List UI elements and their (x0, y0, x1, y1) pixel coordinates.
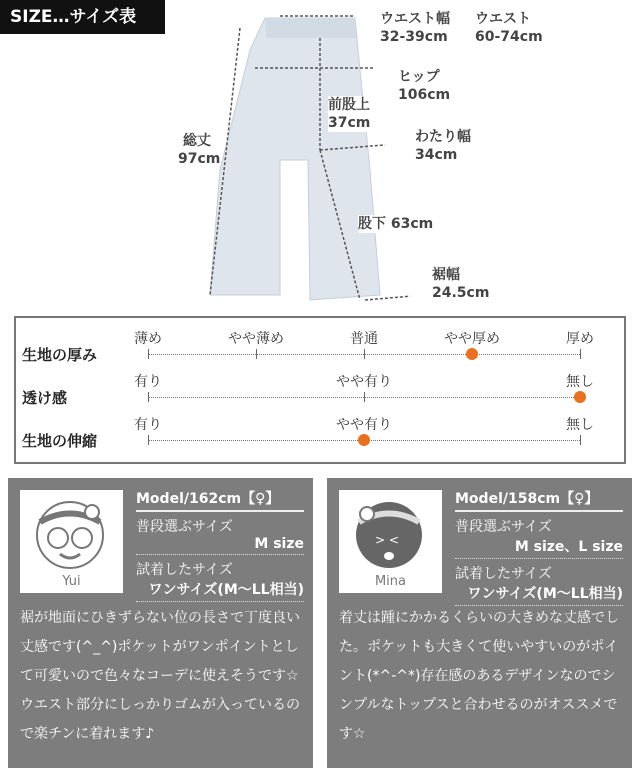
model-name: Yui (62, 574, 81, 589)
scale-tick-label: 有り (134, 374, 162, 390)
scale-tick (364, 349, 365, 359)
scale-tick-label: 無し (566, 374, 594, 390)
scale-tick (580, 349, 581, 359)
usual-size: M size (136, 536, 304, 555)
thigh-value: 34cm (415, 147, 458, 163)
thigh-label: わたり幅 (415, 129, 471, 145)
scale-tick (580, 435, 581, 445)
hip-value: 106cm (398, 87, 451, 103)
usual-size-label: 普段選ぶサイズ (455, 519, 552, 535)
scale-row-label: 生地の伸縮 (22, 432, 98, 450)
size-chart-header: SIZE…サイズ表 (0, 0, 165, 34)
hip-label: ヒップ (398, 69, 440, 85)
length-value: 97cm (178, 151, 221, 167)
length-label: 総丈 (183, 133, 211, 149)
scale-tick-label: 無し (566, 417, 594, 433)
scale-tick-label: 厚め (566, 331, 594, 347)
scale-tick (364, 392, 365, 402)
model-comment: 着丈は踵にかかるくらいの大きめな丈感でした。ポケットも大きくて使いやすいのがポイント(*^-^*)存在感のあるデザインなのでシンプルなトップスと合わせるのがオススメです☆ (339, 610, 619, 742)
fabric-scale (14, 316, 626, 464)
scale-marker (574, 391, 586, 403)
scale-marker (466, 348, 478, 360)
waist-label: ウエスト (475, 11, 531, 27)
smiling-face-icon (20, 490, 123, 580)
scale-tick (148, 435, 149, 445)
scale-tick (148, 349, 149, 359)
scale-tick-label: やや薄め (228, 331, 284, 347)
avatar (339, 490, 442, 593)
hem-value: 24.5cm (432, 285, 490, 301)
scale-tick (256, 349, 257, 359)
scale-tick-label: 有り (134, 417, 162, 433)
scale-tick-label: やや厚め (444, 331, 500, 347)
model-height: Model/158cm【♀】 (455, 488, 623, 512)
model-card-mina (327, 478, 632, 768)
waist-value: 60-74cm (475, 29, 543, 45)
scale-tick-label: やや有り (336, 417, 392, 433)
tried-size: ワンサイズ(M〜LL相当) (136, 579, 304, 602)
tried-size: ワンサイズ(M〜LL相当) (455, 583, 623, 606)
scale-row-label: 生地の厚み (22, 346, 98, 364)
model-card-yui (8, 478, 313, 768)
scale-row-label: 透け感 (22, 389, 68, 407)
inseam-value: 股下 63cm (358, 216, 434, 232)
waist-width-value: 32-39cm (380, 29, 448, 45)
waist-width-label: ウエスト幅 (380, 11, 450, 27)
front-rise-label: 前股上 (328, 97, 370, 113)
tried-size-label: 試着したサイズ (455, 566, 552, 582)
scale-tick-label: 薄め (134, 331, 162, 347)
scale-tick (148, 392, 149, 402)
model-height: Model/162cm【♀】 (136, 488, 304, 512)
scale-marker (358, 434, 370, 446)
usual-size: M size、L size (455, 536, 623, 559)
avatar (20, 490, 123, 593)
svg-text:> <: > < (375, 533, 399, 547)
usual-size-label: 普段選ぶサイズ (136, 519, 233, 535)
model-comment: 裾が地面にひきずらない位の長さで丁度良い丈感です(^_^)ポケットがワンポイントとして可愛いので色々なコーデに使えそうです☆ウエスト部分にしっかりゴムが入っているので楽チンに着れます♪ (20, 610, 300, 742)
tried-size-label: 試着したサイズ (136, 562, 233, 578)
scale-tick-label: 普通 (350, 331, 378, 347)
scale-tick-label: やや有り (336, 374, 392, 390)
winking-face-icon (339, 490, 442, 580)
hem-label: 裾幅 (432, 267, 460, 283)
model-name: Mina (374, 574, 407, 589)
front-rise-value: 37cm (328, 115, 371, 131)
